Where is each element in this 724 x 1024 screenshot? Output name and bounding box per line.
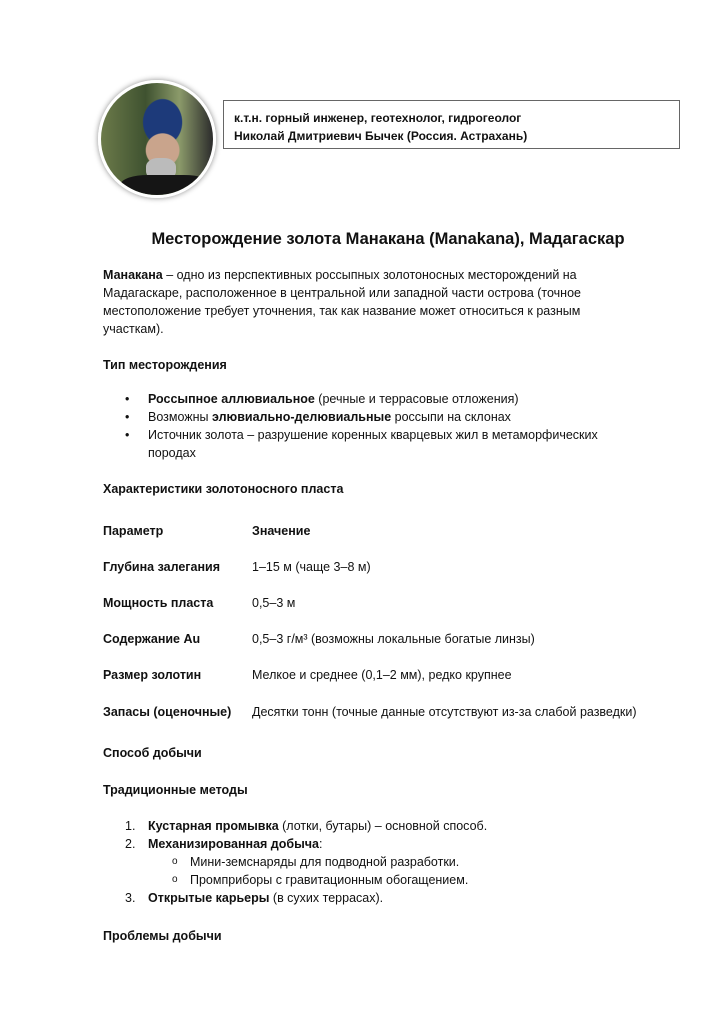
problems-heading: Проблемы добычи bbox=[103, 929, 222, 943]
sub-list-item: o Промприборы с гравитационным обогащением. bbox=[148, 871, 663, 889]
document-title: Месторождение золота Манакана (Manakana), Мадагаскар bbox=[151, 230, 625, 248]
list-item: • Источник золота – разрушение коренных кварцевых жил в метаморфических породах bbox=[103, 426, 648, 462]
intro-paragraph bbox=[103, 266, 633, 338]
list-item: • Россыпное аллювиальное (речные и террасовые отложения) bbox=[103, 390, 663, 408]
list-item: • Возможны элювиально-делювиальные россыпи на склонах bbox=[103, 408, 663, 426]
author-credentials: к.т.н. горный инженер, геотехнолог, гидрогеолог bbox=[234, 111, 522, 125]
mining-methods-list bbox=[103, 817, 663, 907]
mining-heading: Способ добычи bbox=[103, 746, 202, 760]
mining-subheading: Традиционные методы bbox=[103, 783, 248, 797]
author-photo bbox=[98, 80, 216, 198]
intro-text: – одно из перспективных россыпных золотоносных месторождений на Мадагаскаре, расположенное в центральной или западной части острова (точное местоположение требует уточнения, так как название может относиться к разным участкам). bbox=[103, 268, 581, 336]
author-box bbox=[223, 100, 680, 149]
deposit-type-list bbox=[103, 390, 663, 462]
sub-list-item: o Мини-земснаряды для подводной разработки. bbox=[148, 853, 663, 871]
list-item: 3. Открытые карьеры (в сухих террасах). bbox=[125, 891, 384, 905]
list-item: 2. Механизированная добыча: o Мини-земснаряды для подводной разработки. o Промприборы с гравитационным обогащением. bbox=[103, 835, 663, 889]
deposit-type-heading: Тип месторождения bbox=[103, 358, 227, 372]
intro-bold: Манакана bbox=[103, 268, 163, 282]
list-item: 1. Кустарная промывка (лотки, бутары) – основной способ. bbox=[125, 819, 488, 833]
author-name: Николай Дмитриевич Бычек (Россия. Астрахань) bbox=[234, 129, 528, 143]
characteristics-heading: Характеристики золотоносного пласта bbox=[103, 482, 344, 496]
